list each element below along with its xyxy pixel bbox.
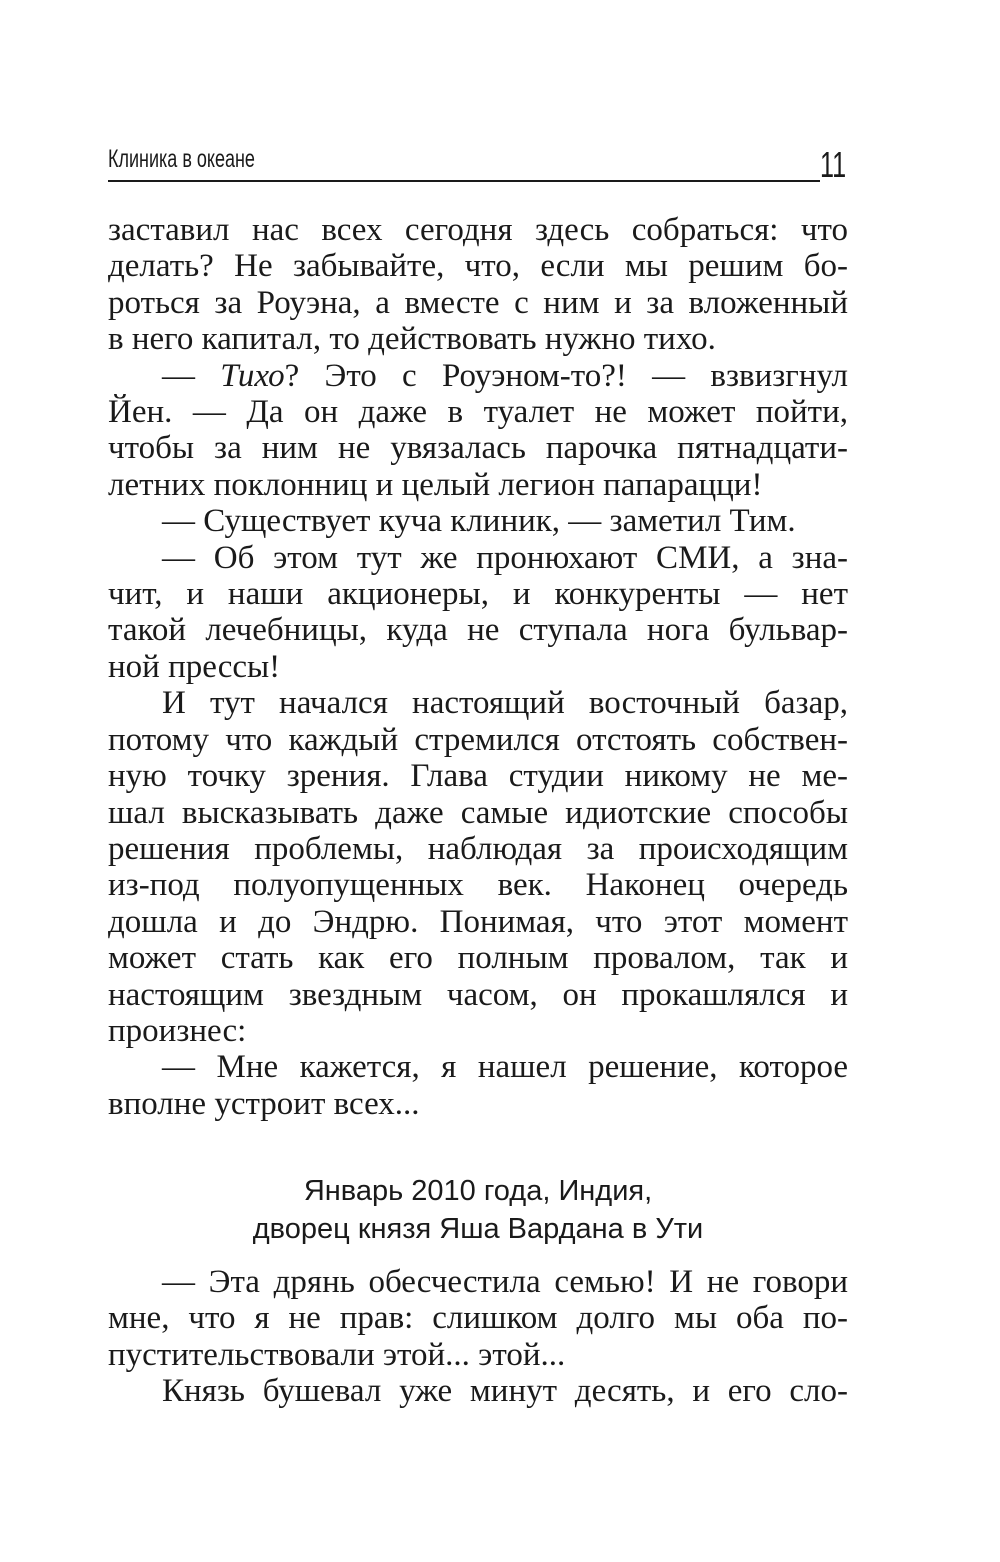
- text-line: роться за Роуэна, а вместе с ним и за вложенный: [108, 284, 848, 321]
- text-run: ? Это с Роуэном-то?! — взвизгнул: [284, 357, 849, 394]
- page-number: 11: [820, 144, 847, 185]
- text-line: настоящим звездным часом, он прокашлялся и: [108, 976, 848, 1013]
- dash: —: [162, 357, 221, 394]
- text-line: летних поклонниц и целый легион папарацци!: [108, 466, 763, 503]
- text-line: — Об этом тут же пронюхают СМИ, а зна-: [162, 539, 848, 576]
- text-line: — Эта дрянь обесчестила семью! И не говори: [162, 1264, 848, 1300]
- text-line: ной прессы!: [108, 648, 281, 685]
- paragraph-8: [108, 1373, 848, 1409]
- body-text-part-2: [108, 1264, 848, 1410]
- text-line: в него капитал, то действовать нужно тихо.: [108, 321, 716, 358]
- text-line: из-под полуопущенных век. Наконец очередь: [108, 867, 848, 904]
- text-line: пустительствовали этой... этой...: [108, 1336, 566, 1373]
- text-line: чит, и наши акционеры, и конкуренты — нет: [108, 576, 848, 613]
- text-line: [108, 358, 848, 394]
- paragraph-5: [108, 685, 848, 1049]
- text-line: дошла и до Эндрю. Понимая, что этот момент: [108, 903, 848, 940]
- text-line: Йен. — Да он даже в туалет не может пойти,: [108, 394, 848, 431]
- paragraph-3: [108, 503, 848, 539]
- text-line: И тут начался настоящий восточный базар,: [162, 685, 848, 722]
- paragraph-2: [108, 358, 848, 504]
- text-line: шал высказывать даже самые идиотские способы: [108, 794, 848, 831]
- text-line: чтобы за ним не увязалась парочка пятнадцати-: [108, 430, 848, 467]
- text-line: может стать как его полным провалом, так и: [108, 940, 848, 977]
- text-line: решения проблемы, наблюдая за происходящим: [108, 830, 848, 867]
- running-title: Клиника в океане: [108, 145, 255, 173]
- section-heading-line-1: Январь 2010 года, Индия,: [303, 1175, 653, 1207]
- paragraph-4: [108, 540, 848, 686]
- text-line: такой лечебницы, куда не ступала нога бульвар-: [108, 612, 848, 649]
- body-text-part-1: [108, 212, 848, 1122]
- text-line: — Мне кажется, я нашел решение, которое: [162, 1049, 848, 1086]
- paragraph-7: [108, 1264, 848, 1373]
- text-line: мне, что я не прав: слишком долго мы оба по-: [108, 1300, 848, 1337]
- italic-emphasis: Тихо: [220, 357, 285, 394]
- text-line: заставил нас всех сегодня здесь собраться: что: [108, 212, 848, 248]
- text-line: вполне устроит всех...: [108, 1085, 420, 1122]
- text-line: Князь бушевал уже минут десять, и его сло-: [162, 1373, 848, 1410]
- text-line: делать? Не забывайте, что, если мы решим бо-: [108, 248, 848, 285]
- paragraph-1: [108, 212, 848, 358]
- text-line: — Существует куча клиник, — заметил Тим.: [162, 503, 796, 540]
- paragraph-6: [108, 1049, 848, 1122]
- section-heading-line-2: дворец князя Яша Вардана в Ути: [252, 1213, 704, 1245]
- section-heading: [108, 1172, 848, 1248]
- text-line: потому что каждый стремился отстоять собствен-: [108, 721, 848, 758]
- running-header: [108, 140, 820, 182]
- text-line: ную точку зрения. Глава студии никому не ме-: [108, 758, 848, 795]
- text-line: произнес:: [108, 1012, 247, 1049]
